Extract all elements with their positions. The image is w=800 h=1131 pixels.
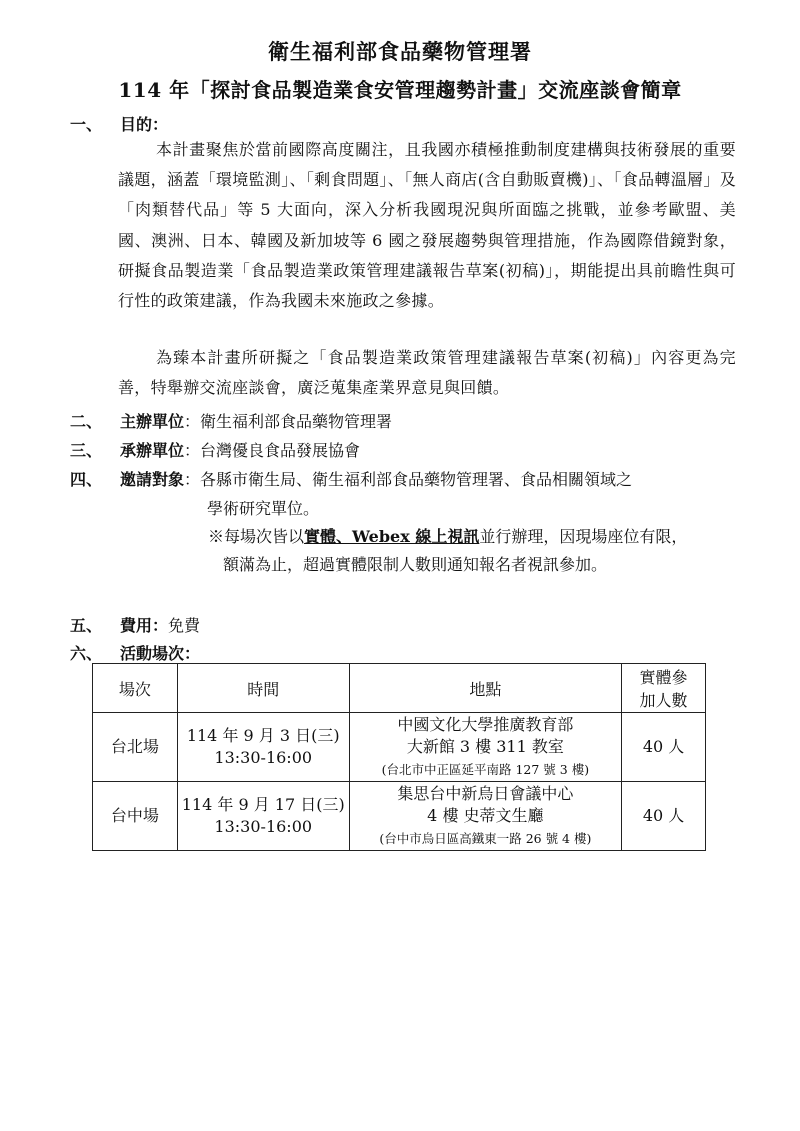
schedule-table bbox=[92, 663, 706, 851]
header-session: 場次 bbox=[93, 664, 178, 713]
section-number: 五、 bbox=[70, 616, 103, 635]
section-value: ：各縣市衛生局、衛生福利部食品藥物管理署、食品相關領域之 bbox=[184, 470, 633, 489]
section-number: 六、 bbox=[70, 644, 103, 663]
document-title: 114 年「探討食品製造業食安管理趨勢計畫」交流座談會簡章 bbox=[118, 78, 682, 102]
section-number: 三、 bbox=[70, 441, 103, 460]
header-capacity-line-1: 實體參 bbox=[639, 668, 688, 687]
section-label: 邀請對象 bbox=[120, 470, 185, 489]
section-executor bbox=[70, 438, 360, 461]
location-address: (台北市中正區延平南路 127 號 3 樓) bbox=[381, 761, 590, 777]
section-label: 活動場次： bbox=[120, 644, 201, 663]
section-label: 目的： bbox=[120, 115, 169, 134]
table-row bbox=[93, 782, 706, 851]
section-invitees bbox=[70, 467, 632, 490]
session-capacity: 40 人 bbox=[622, 782, 706, 851]
section-label: 費用： bbox=[120, 616, 169, 635]
section-label: 承辦單位 bbox=[120, 441, 185, 460]
section-sessions bbox=[70, 641, 200, 664]
note-line-2: 額滿為止，超過實體限制人數則通知報名者視訊參加。 bbox=[223, 555, 608, 574]
session-location bbox=[349, 782, 622, 851]
header-capacity-line-2: 加人數 bbox=[639, 691, 688, 710]
session-name: 台北場 bbox=[93, 713, 178, 782]
session-time bbox=[177, 713, 349, 782]
section-label: 主辦單位 bbox=[120, 412, 185, 431]
header-capacity bbox=[622, 664, 706, 713]
session-location bbox=[349, 713, 622, 782]
session-date: 114 年 9 月 17 日(三) bbox=[181, 795, 345, 814]
location-line-2: 大新館 3 樓 311 教室 bbox=[406, 736, 564, 756]
location-address: (台中市烏日區高鐵東一路 26 號 4 樓) bbox=[379, 830, 592, 846]
note-prefix: ※每場次皆以 bbox=[208, 527, 305, 546]
section-number: 四、 bbox=[70, 470, 103, 489]
section-value: ：衛生福利部食品藥物管理署 bbox=[184, 412, 393, 431]
section-purpose bbox=[70, 112, 168, 135]
section-value: ：台灣優良食品發展協會 bbox=[184, 441, 361, 460]
purpose-paragraph-1: 本計畫聚焦於當前國際高度關注，且我國亦積極推動制度建構與技術發展的重要議題，涵蓋「環境監測」、「剩食問題」、「無人商店(含自動販賣機)」、「食品轉溫層」及「肉類替代品」等 5 大面向，深入分析我國現況與所面臨之挑戰，並參考歐盟、美國、澳洲、日本、韓國及新加坡等 6 國之發展趨勢與管理措施，作為國際借鏡對象，研擬食品製造業「食品製造業政策管理建議報告草案(初稿)」，期能提出具前瞻性與可行性的政策建議，作為我國未來施政之參據。 bbox=[118, 140, 736, 311]
header-location: 地點 bbox=[349, 664, 622, 713]
header-time: 時間 bbox=[177, 664, 349, 713]
section-organizer bbox=[70, 409, 392, 432]
session-date: 114 年 9 月 3 日(三) bbox=[186, 726, 340, 745]
invitees-continued: 學術研究單位。 bbox=[207, 499, 320, 518]
purpose-paragraph-2: 為臻本計畫所研擬之「食品製造業政策管理建議報告草案(初稿)」內容更為完善，特舉辦交流座談會，廣泛蒐集產業界意見與回饋。 bbox=[118, 348, 736, 398]
session-hours: 13:30-16:00 bbox=[214, 817, 313, 836]
location-line-2: 4 樓 史蒂文生廳 bbox=[427, 805, 544, 825]
agency-title: 衛生福利部食品藥物管理署 bbox=[268, 39, 532, 64]
section-number: 二、 bbox=[70, 412, 103, 431]
session-hours: 13:30-16:00 bbox=[214, 748, 313, 767]
note-emphasis: 實體、Webex 線上視訊 bbox=[304, 527, 480, 546]
note-suffix: 並行辦理，因現場座位有限， bbox=[479, 527, 688, 546]
section-number: 一、 bbox=[70, 115, 103, 134]
session-capacity: 40 人 bbox=[622, 713, 706, 782]
table-row bbox=[93, 713, 706, 782]
section-fee bbox=[70, 613, 200, 636]
location-line-1: 中國文化大學推廣教育部 bbox=[397, 714, 574, 734]
format-note bbox=[208, 523, 768, 579]
session-time bbox=[177, 782, 349, 851]
section-value: 免費 bbox=[168, 616, 201, 635]
table-header-row bbox=[93, 664, 706, 713]
session-name: 台中場 bbox=[93, 782, 178, 851]
location-line-1: 集思台中新烏日會議中心 bbox=[397, 783, 574, 803]
